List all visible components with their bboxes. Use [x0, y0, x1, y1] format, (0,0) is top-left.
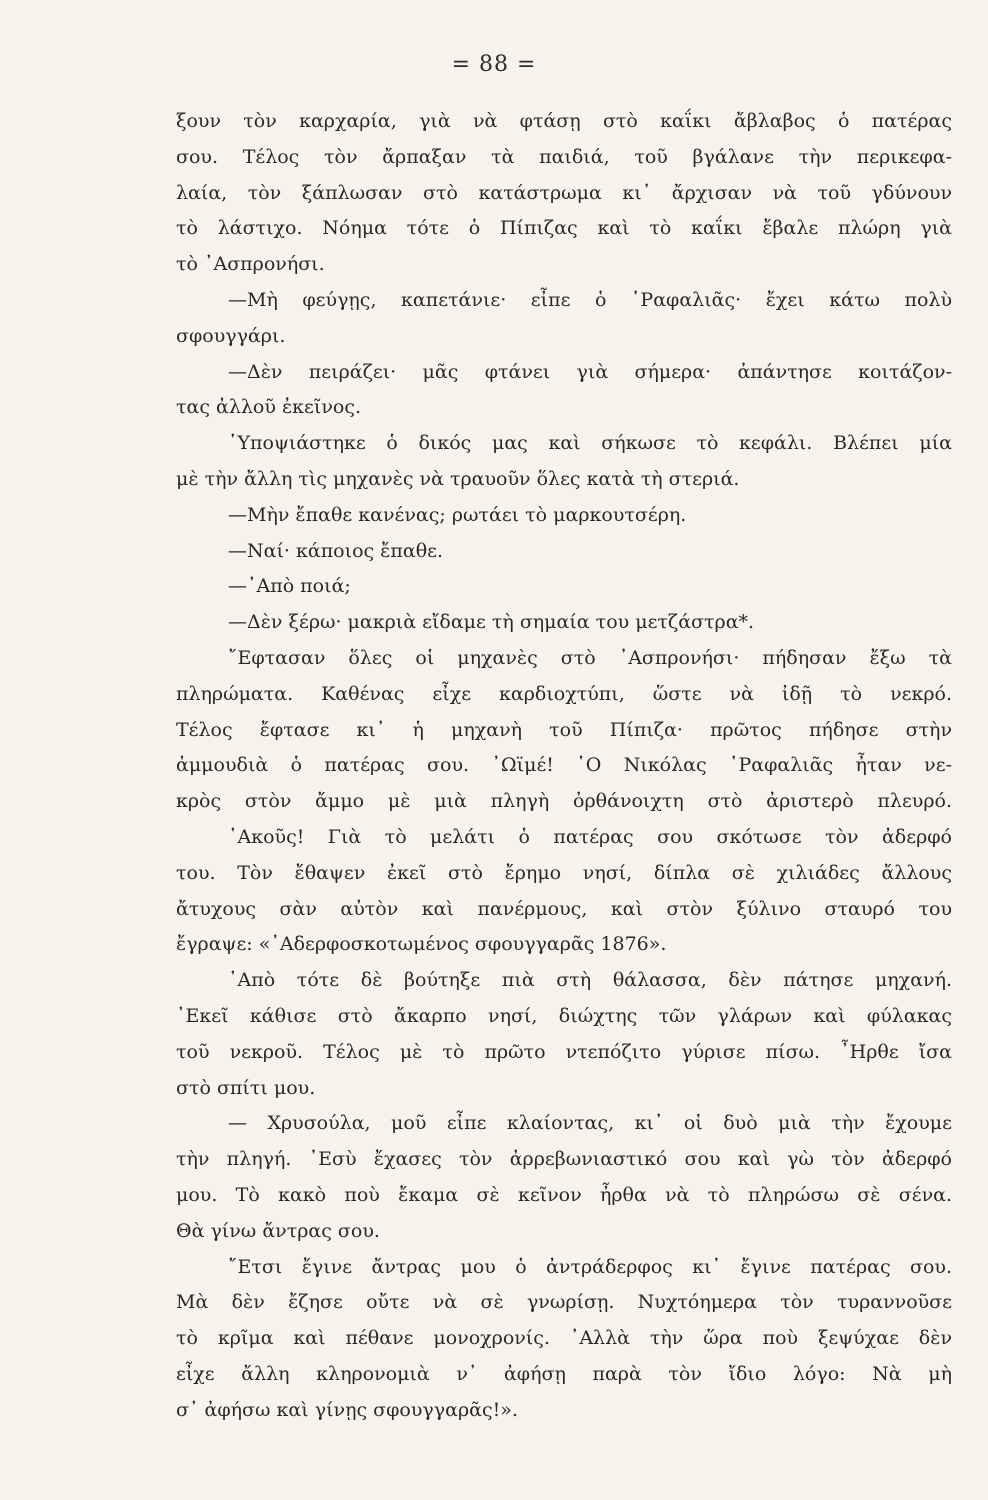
text-line: Θὰ γίνω ἄντρας σου. — [176, 1219, 380, 1242]
text-line: ᾽Ακοῦς! Γιὰ τὸ μελάτι ὁ πατέρας σου σκότωσε τὸν ἀδερφό — [228, 825, 952, 848]
page-number: = 88 = — [451, 52, 537, 77]
text-line: σφουγγάρι. — [176, 324, 286, 347]
text-line: λαία, τὸν ξάπλωσαν στὸ κατάστρωμα κι᾽ ἄρχισαν νὰ τοῦ γδύνουν — [176, 181, 952, 204]
text-line: —Ναί· κάποιος ἔπαθε. — [228, 539, 444, 562]
text-line: τὸ κρῖμα καὶ πέθανε μονοχρονίς. ᾽Αλλὰ τὴν ὥρα ποὺ ξεψύχαε δὲν — [176, 1327, 952, 1350]
text-line: —᾽Απὸ ποιά; — [228, 575, 351, 598]
text-line: —Μὴ φεύγῃς, καπετάνιε· εἶπε ὁ ῾Ραφαλιᾶς· ἔχει κάτω πολὺ — [228, 288, 952, 311]
text-line: μου. Τὸ κακὸ ποὺ ἔκαμα σὲ κεῖνον ἦρθα νὰ τὸ πληρώσω σὲ σένα. — [176, 1183, 952, 1206]
text-line: του. Τὸν ἔθαψεν ἐκεῖ στὸ ἔρημο νησί, δίπλα σὲ χιλιάδες ἄλλους — [176, 861, 952, 884]
text-line: τὴν πληγή. ᾽Εσὺ ἔχασες τὸν ἀρρεβωνιαστικό σου καὶ γὼ τὸν ἀδερφό — [176, 1148, 952, 1171]
text-line: — Χρυσούλα, μοῦ εἶπε κλαίοντας, κι᾽ οἱ δυὸ μιὰ τὴν ἔχουμε — [228, 1112, 952, 1135]
text-line: Μὰ δὲν ἔζησε οὔτε νὰ σὲ γνωρίσῃ. Νυχτόημερα τὸν τυραννοῦσε — [176, 1291, 952, 1314]
text-line: Τέλος ἔφτασε κι᾽ ἡ μηχανὴ τοῦ Πίπιζα· πρῶτος πήδησε στὴν — [176, 718, 952, 741]
text-line: ῎Ετσι ἔγινε ἄντρας μου ὁ ἀντράδερφος κι᾽ ἔγινε πατέρας σου. — [228, 1255, 952, 1278]
text-line: ξουν τὸν καρχαρία, γιὰ νὰ φτάσῃ στὸ καΐκι ἄβλαβος ὁ πατέρας — [176, 110, 952, 132]
text-line: —Δὲν ξέρω· μακριὰ εἴδαμε τὴ σημαία του μετζάστρα*. — [228, 611, 755, 634]
text-line: ῾Υποψιάστηκε ὁ δικός μας καὶ σήκωσε τὸ κεφάλι. Βλέπει μία — [228, 432, 952, 455]
text-line: —Δὲν πειράζει· μᾶς φτάνει γιὰ σήμερα· ἀπάντησε κοιτάζον- — [228, 360, 952, 383]
text-line: τὸ ᾽Ασπρονήσι. — [176, 253, 325, 276]
text-line: πληρώματα. Καθένας εἶχε καρδιοχτύπι, ὥστε νὰ ἰδῇ τὸ νεκρό. — [176, 682, 952, 705]
text-line: μὲ τὴν ἄλλη τὶς μηχανὲς νὰ τραυοῦν ὅλες κατὰ τὴ στεριά. — [176, 467, 740, 490]
text-line: ῎Εφτασαν ὅλες οἱ μηχανὲς στὸ ᾽Ασπρονήσι· πήδησαν ἔξω τὰ — [228, 646, 952, 669]
text-line: εἶχε ἄλλη κληρονομιὰ ν᾽ ἀφήσῃ παρὰ τὸν ἴδιο λόγο: Νὰ μὴ — [176, 1362, 952, 1385]
text-line: ἔγραψε: «᾽Αδερφοσκοτωμένος σφουγγαρᾶς 1876». — [176, 933, 667, 956]
text-line: —Μὴν ἔπαθε κανένας; ρωτάει τὸ μαρκουτσέρη. — [228, 503, 687, 526]
text-line: τας ἀλλοῦ ἐκεῖνος. — [176, 396, 361, 419]
text-line: κρὸς στὸν ἄμμο μὲ μιὰ πληγὴ ὀρθάνοιχτη στὸ ἀριστερὸ πλευρό. — [176, 790, 952, 813]
text-line: τοῦ νεκροῦ. Τέλος μὲ τὸ πρῶτο ντεπόζιτο γύρισε πίσω. ῏Ηρθε ἴσα — [176, 1040, 952, 1063]
text-line: τὸ λάστιχο. Νόημα τότε ὁ Πίπιζας καὶ τὸ καΐκι ἔβαλε πλώρη γιὰ — [176, 217, 952, 240]
text-line: σ᾽ ἀφήσω καὶ γίνῃς σφουγγαρᾶς!». — [176, 1398, 518, 1421]
text-line: ἀμμουδιὰ ὁ πατέρας σου. ᾽Ωϊμέ! ῾Ο Νικόλας ῾Ραφαλιᾶς ἦταν νε- — [176, 754, 952, 777]
text-line: ἄτυχους σὰν αὐτὸν καὶ πανέρμους, καὶ στὸν ξύλινο σταυρό του — [176, 897, 952, 920]
text-line: ᾽Απὸ τότε δὲ βούτηξε πιὰ στὴ θάλασσα, δὲν πάτησε μηχανή. — [228, 969, 952, 992]
body-text — [176, 104, 952, 1428]
text-line: ᾽Εκεῖ κάθισε στὸ ἄκαρπο νησί, διώχτης τῶν γλάρων καὶ φύλακας — [176, 1004, 952, 1027]
text-line: σου. Τέλος τὸν ἄρπαξαν τὰ παιδιά, τοῦ βγάλανε τὴν περικεφα- — [176, 145, 952, 168]
text-line: στὸ σπίτι μου. — [176, 1076, 316, 1099]
